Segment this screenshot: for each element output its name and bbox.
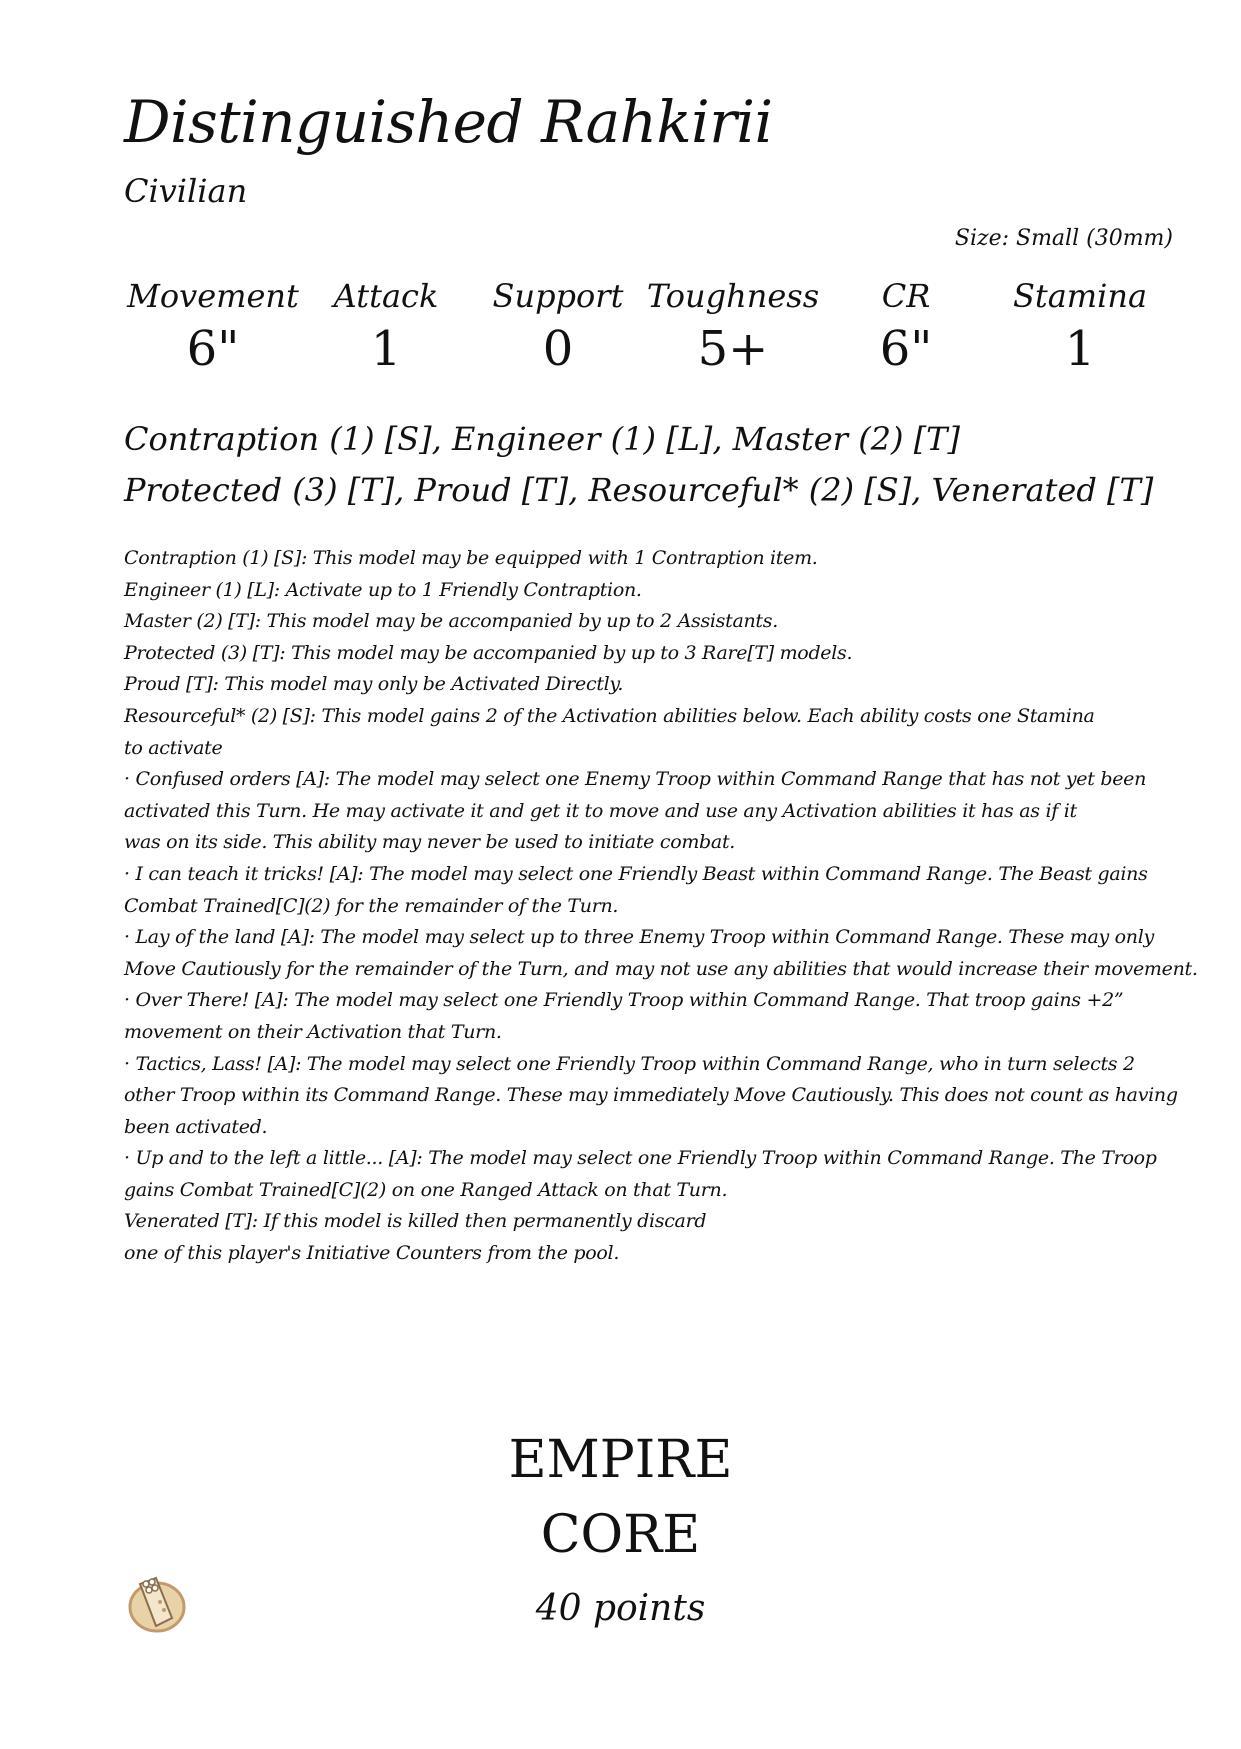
rule-line: Contraption (1) [S]: This model may be equipped with 1 Contraption item. — [124, 547, 818, 569]
stat-label: Toughness — [646, 277, 820, 315]
size-label: Size: Small (30mm) — [954, 226, 1173, 251]
stat-stamina — [1013, 276, 1147, 380]
faction-category: CORE — [540, 1505, 701, 1565]
rule-line: · Up and to the left a little... [A]: The model may select one Friendly Troop within Command Range. The Troop — [124, 1147, 1157, 1170]
rule-line: Venerated [T]: If this model is killed then permanently discard — [124, 1210, 707, 1233]
stat-movement — [127, 276, 299, 380]
rule-line: movement on their Activation that Turn. — [124, 1020, 502, 1043]
rule-line: gains Combat Trained[C](2) on one Ranged Attack on that Turn. — [124, 1178, 728, 1201]
stat-label: Movement — [127, 277, 299, 315]
rule-line: one of this player's Initiative Counters from the pool. — [124, 1242, 620, 1265]
stat-label: Attack — [333, 277, 439, 315]
points-cost: 40 points — [535, 1588, 706, 1629]
rule-line: to activate — [124, 736, 223, 759]
rule-line: Combat Trained[C](2) for the remainder of the Turn. — [124, 894, 619, 917]
faction-emblem-icon — [126, 1572, 188, 1634]
rule-line: activated this Turn. He may activate it and get it to move and use any Activation abilities it has as if it — [124, 799, 1077, 822]
traits-summary — [124, 414, 1153, 516]
rules-text — [124, 543, 1198, 1270]
card-subtitle: Civilian — [124, 172, 248, 210]
stat-value: 6" — [186, 321, 240, 377]
traits-line: Protected (3) [T], Proud [T], Resourceful* (2) [S], Venerated [T] — [124, 471, 1154, 509]
rule-line: Protected (3) [T]: This model may be accompanied by up to 3 Rare[T] models. — [124, 641, 853, 664]
rule-line: · Confused orders [A]: The model may select one Enemy Troop within Command Range that has not yet been — [124, 768, 1147, 791]
stat-label: CR — [881, 277, 931, 315]
stat-value: 1 — [1064, 321, 1096, 377]
stat-value: 6" — [879, 321, 933, 377]
faction-name: EMPIRE — [508, 1430, 733, 1490]
stat-value: 5+ — [697, 321, 769, 377]
rule-line: was on its side. This ability may never be used to initiate combat. — [124, 831, 736, 854]
rule-line: Proud [T]: This model may only be Activated Directly. — [124, 673, 624, 696]
stat-label: Support — [492, 277, 624, 315]
stat-attack — [334, 276, 439, 380]
stat-toughness — [647, 276, 819, 380]
rule-line: Move Cautiously for the remainder of the Turn, and may not use any abilities that would increase their movement. — [124, 957, 1198, 980]
card-title: Distinguished Rahkirii — [124, 88, 773, 156]
stat-label: Stamina — [1012, 277, 1148, 315]
stat-value: 1 — [370, 321, 402, 377]
rule-line: other Troop within its Command Range. These may immediately Move Cautiously. This does not count as having — [124, 1084, 1178, 1107]
rule-line: · Over There! [A]: The model may select one Friendly Troop within Command Range. That troop gains +2” — [124, 989, 1124, 1012]
stat-cr — [880, 276, 933, 380]
rule-line: Engineer (1) [L]: Activate up to 1 Friendly Contraption. — [124, 578, 642, 601]
stat-value: 0 — [542, 321, 574, 377]
traits-line: Contraption (1) [S], Engineer (1) [L], Master (2) [T] — [124, 420, 960, 458]
rule-line: Master (2) [T]: This model may be accompanied by up to 2 Assistants. — [124, 610, 778, 633]
rule-line: · Lay of the land [A]: The model may select up to three Enemy Troop within Command Range. These may only — [124, 926, 1154, 949]
rule-line: · I can teach it tricks! [A]: The model may select one Friendly Beast within Command Range. The Beast gains — [124, 862, 1148, 885]
rule-line: · Tactics, Lass! [A]: The model may select one Friendly Troop within Command Range, who in turn selects 2 — [124, 1052, 1135, 1075]
rule-line: been activated. — [124, 1115, 268, 1138]
stat-support — [493, 276, 624, 380]
rule-line: Resourceful* (2) [S]: This model gains 2 of the Activation abilities below. Each ability costs one Stamina — [124, 704, 1095, 727]
